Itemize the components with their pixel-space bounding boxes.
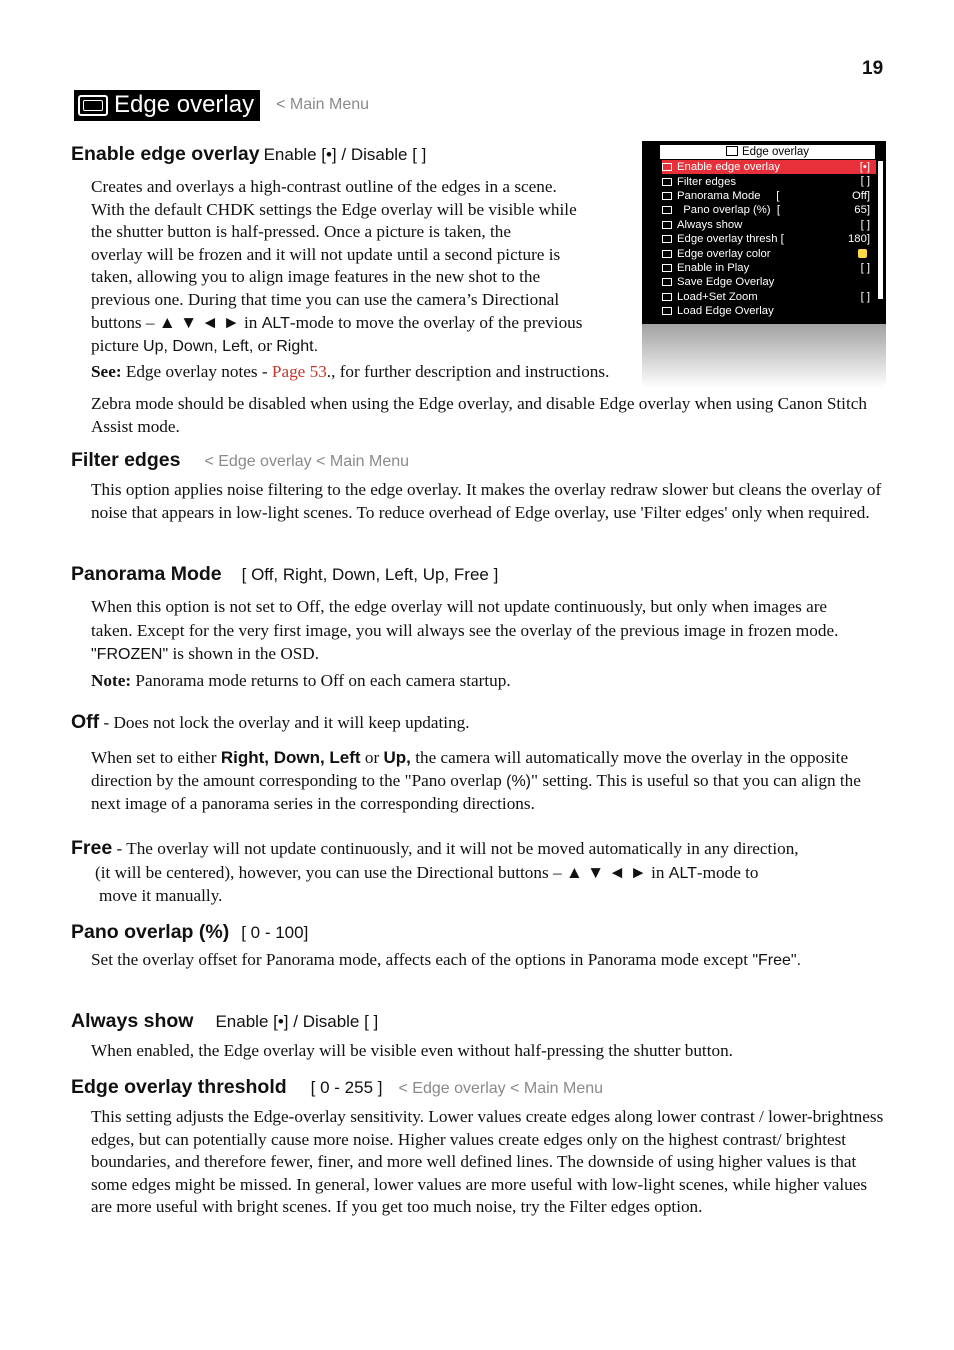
menu-item-label: Panorama Mode [ (677, 189, 780, 202)
page-title (74, 90, 260, 121)
paragraph: This setting adjusts the Edge-overlay sensitivity. Lower values create edges along lower contrast / lower-brightness edges, but can potentially cause more noise. Higher values create edges only on the highest contrast/ brightest boundaries, and therefore fewer, finer, and more well defined lines. The downside of using higher values is that some edges might be missed. In general, lower values are more useful with low-light scenes, while higher values are more useful with bright scenes. If you get too much noise, try the Filter edges option. (91, 1107, 884, 1217)
heading-text: Edge overlay threshold (71, 1076, 287, 1098)
page-number: 19 (862, 58, 884, 79)
enable-description (91, 176, 651, 359)
see-also-line (91, 361, 891, 384)
menu-item-value: [ ] (860, 218, 870, 231)
text-run: or (360, 748, 384, 767)
option-label: Free (71, 837, 113, 859)
filter-edges-heading (71, 449, 409, 472)
menu-item (662, 275, 876, 289)
menu-item (662, 304, 876, 318)
text-line: With the default CHDK settings the Edge overlay will be visible while (91, 199, 577, 219)
menu-item-value: [ ] (860, 175, 870, 188)
alt-label: ALT (668, 864, 697, 882)
display-icon (78, 95, 108, 116)
off-option (71, 711, 886, 735)
direction-label: Up, (383, 748, 411, 767)
panorama-description (91, 595, 871, 667)
text-line (91, 312, 651, 336)
filter-edges-description (91, 479, 886, 524)
camera-menu-screenshot (642, 141, 886, 324)
text-line: the shutter button is half-pressed. Once a picture is taken, the (91, 222, 512, 242)
text-line: overlay will be frozen and it will not update until a second picture is (91, 244, 561, 264)
menu-item (662, 261, 876, 275)
enable-edge-overlay-heading (71, 143, 426, 166)
panorama-note (91, 670, 886, 693)
text-run: Set the overlay offset for Panorama mode, affects each of the options in Panorama mode except (91, 950, 753, 969)
menu-item-label: Pano overlap (%) [ (677, 204, 780, 217)
direction-labels: Right, Down, Left (220, 748, 361, 767)
note-label: Note: (91, 671, 132, 690)
text-run: ., for further description and instructions. (326, 362, 610, 381)
text-run: -mode to (696, 862, 759, 882)
text-run: is shown in the OSD. (168, 644, 320, 663)
text-line: taken, allowing you to align image features in the new shot to the (91, 267, 541, 287)
menu-item-label: Enable in Play (677, 261, 750, 274)
paragraph: Zebra mode should be disabled when using the Edge overlay, and disable Edge overlay when using Canon Stitch Assist mode. (91, 394, 867, 436)
menu-item-icon (662, 221, 672, 229)
osd-label: "FROZEN" (91, 646, 169, 663)
heading-options: [ Off, Right, Down, Left, Up, Free ] (241, 565, 499, 584)
always-show-heading (71, 1010, 378, 1033)
alt-label: ALT (261, 314, 290, 332)
menu-item-value: [ ] (860, 290, 870, 303)
text-run: -mode to move the overlay of the previous (289, 312, 583, 332)
menu-list (662, 160, 876, 318)
color-swatch (858, 249, 867, 258)
pano-overlap-heading (71, 921, 308, 944)
menu-item-value: [•] (859, 161, 870, 173)
see-label: See: (91, 362, 122, 381)
text-run: the camera will automatically move the overlay in the opposite direction by the amount corresponding to the "Pano overlap (91, 748, 849, 790)
menu-item-icon (662, 163, 672, 171)
menu-item-label: Always show (677, 218, 743, 231)
text-run: " setting. This is useful so that you can align the next image of a panorama series in the corresponding directions. (91, 770, 861, 814)
text-run: - The overlay will not update continuously, and it will not be moved automatically in any direction, (112, 839, 799, 858)
menu-item-icon (662, 293, 672, 301)
menu-item-icon (662, 178, 672, 186)
menu-item-label: Filter edges (677, 175, 737, 188)
text-run: When set to either (91, 748, 221, 767)
option-label: Off (71, 711, 100, 733)
menu-title (660, 145, 875, 159)
menu-item-icon (662, 206, 672, 214)
menu-item (662, 290, 876, 304)
display-icon (726, 146, 738, 156)
heading-text: Enable edge overlay (71, 143, 260, 165)
text-line: previous one. During that time you can use the camera’s Directional (91, 289, 560, 309)
menu-scrollbar (878, 161, 883, 299)
menu-item-value: 65] (854, 204, 870, 217)
text-run: Panorama mode returns to Off on each camera startup. (131, 671, 511, 690)
heading-text: Panorama Mode (71, 563, 222, 585)
menu-item-value: Off] (852, 189, 870, 202)
text-line (91, 335, 651, 359)
menu-item-label: Enable edge overlay (677, 161, 781, 174)
heading-options: [ 0 - 100] (241, 923, 309, 942)
heading-options: Enable [•] / Disable [ ] (263, 145, 427, 164)
text-line: move it manually. (99, 886, 223, 906)
panorama-mode-heading (71, 563, 498, 586)
menu-item-label: Edge overlay thresh [ (677, 233, 784, 246)
menu-item-icon (662, 192, 672, 200)
heading-options: [ 0 - 255 ] (310, 1078, 383, 1097)
heading-text: Pano overlap (%) (71, 921, 230, 943)
heading-text: Filter edges (71, 449, 181, 471)
text-run: Edge overlay notes - (121, 362, 272, 381)
section-title-row (74, 89, 369, 121)
direction-labels: Up, Down, Left, (143, 338, 254, 356)
heading-options: Enable [•] / Disable [ ] (215, 1012, 379, 1031)
menu-item (662, 203, 876, 217)
always-show-description (91, 1040, 886, 1063)
text-run: - Does not lock the overlay and it will keep updating. (99, 713, 470, 732)
text-run: or (253, 336, 277, 356)
free-label: "Free". (752, 952, 802, 969)
direction-label: Right. (276, 338, 319, 356)
zebra-note (91, 393, 886, 438)
menu-item-icon (662, 250, 672, 258)
breadcrumb: < Edge overlay < Main Menu (398, 1080, 604, 1097)
menu-item-label: Save Edge Overlay (677, 276, 775, 289)
percent-label: (%) (506, 772, 532, 790)
text-run: When this option is not set to Off, the edge overlay will not update continuously, but only when images are taken. Except for the very first image, you will always see the overlay of the previous image in frozen mode. (91, 597, 839, 640)
paragraph (91, 595, 871, 667)
menu-item-icon (662, 264, 672, 272)
menu-item-label: Load+Set Zoom (677, 290, 758, 303)
menu-item-icon (662, 307, 672, 315)
pano-overlap-description (91, 949, 861, 973)
breadcrumb: < Main Menu (276, 96, 370, 113)
menu-item-icon (662, 278, 672, 286)
menu-item (662, 189, 876, 203)
breadcrumb: < Edge overlay < Main Menu (204, 453, 410, 470)
direction-description (91, 747, 886, 816)
heading-text: Always show (71, 1010, 194, 1032)
menu-item (662, 246, 876, 260)
threshold-heading (71, 1076, 603, 1099)
paragraph: When enabled, the Edge overlay will be visible even without half-pressing the shutter button. (91, 1041, 733, 1060)
menu-title-text: Edge overlay (741, 146, 810, 158)
menu-item-label: Load Edge Overlay (677, 305, 774, 318)
page-title-text: Edge overlay (114, 91, 255, 118)
paragraph: This option applies noise filtering to the edge overlay. It makes the overlay redraw slower but cleans the overlay of noise that appears in low-light scenes. To reduce overhead of Edge overlay, use 'Filter edges' only when required. (91, 480, 882, 522)
menu-item-label: Edge overlay color (677, 247, 771, 260)
menu-item (662, 174, 876, 188)
menu-item-icon (662, 235, 672, 243)
text-run: picture (91, 336, 144, 356)
menu-item-value: 180] (848, 232, 870, 245)
menu-item (662, 232, 876, 246)
text-run: (it will be centered), however, you can use the Directional buttons – ▲ ▼ ◄ ► in (95, 862, 669, 882)
menu-item (662, 218, 876, 232)
menu-item (662, 160, 876, 174)
page-link[interactable]: Page 53 (271, 362, 327, 381)
menu-item-value: [ ] (860, 261, 870, 274)
text-run: buttons – ▲ ▼ ◄ ► in (91, 312, 262, 332)
threshold-description (91, 1106, 886, 1219)
free-option (71, 837, 901, 908)
text-line: Creates and overlays a high-contrast outline of the edges in a scene. (91, 177, 557, 196)
